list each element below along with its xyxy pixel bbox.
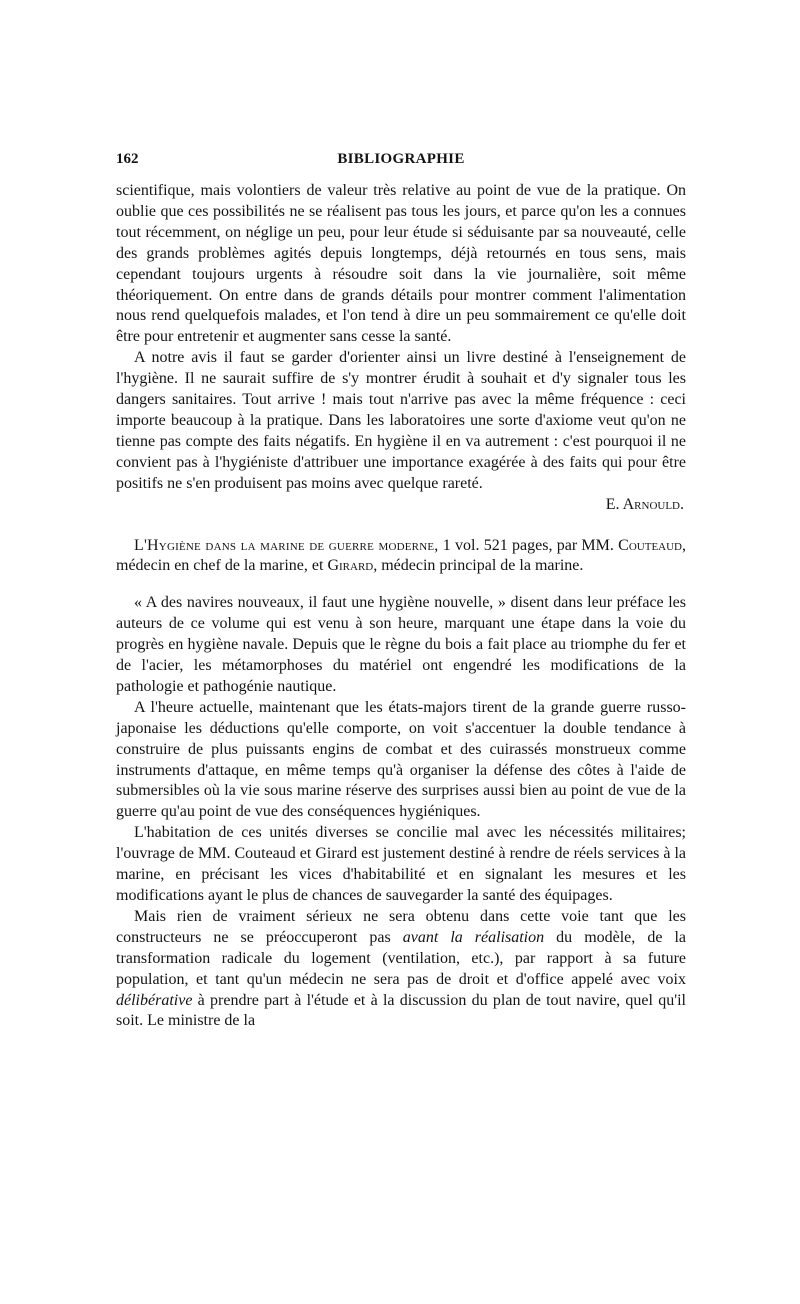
book-details-2: , médecin en chef de la marine, et <box>116 536 687 575</box>
page-number: 162 <box>116 151 139 167</box>
review1-paragraph-1: scientifique, mais volontiers de valeur très relative au point de vue de la pratique. On oublie que ces possibilités ne se réalisent pas tous les jours, et parce qu'on les a connues tout récemment, on néglige un peu, pour leur étude si séduisante par sa nouveauté, celle des grands problèmes agités depuis longtemps, déjà retournés en tous sens, mais cependant toujours urgents à résoudre soit dans la vie journalière, soit même théoriquement. On entre dans de grands détails pour montrer comment l'alimentation nous rend quelquefois malades, et l'on tend à dire un peu sommairement ce qu'elle doit être pour entretenir et augmenter sans cesse la santé. <box>116 182 686 346</box>
document-page <box>116 151 686 1032</box>
review2-paragraph-4-part-c: à prendre part à l'étude et à la discussion du plan de tout navire, quel qu'il soit. Le ministre de la <box>116 991 686 1030</box>
review2-paragraph-3: L'habitation de ces unités diverses se concilie mal avec les nécessités militaires; l'ouvrage de MM. Couteaud et Girard est justement destiné à rendre de réels services à la marine, en précisant les vices d'habitabilité et en signalant les mesures et les modifications ayant le plus de chances de sauvegarder la santé des équipages. <box>116 824 686 904</box>
author-girard: Girard <box>327 557 374 575</box>
review1-signature <box>116 495 686 516</box>
review2-paragraph-2: A l'heure actuelle, maintenant que les états-majors tirent de la grande guerre russo-japonaise les déductions qu'elle comporte, on voit s'accentuer la double tendance à construire de plus puissants engins de combat et des cuirassés monstrueux comme instruments d'attaque, en même temps qu'à organiser la défense des côtes à l'aide de submersibles où la vie sous marine réserve des surprises aussi bien au point de vue de la guerre qu'au point de vue des conséquences hygiéniques. <box>116 698 686 821</box>
book-details-1: 1 vol. 521 pages, par MM. <box>438 536 619 554</box>
book-details-3: , médecin principal de la marine. <box>373 557 584 575</box>
review2-paragraph-4-part-a: Mais rien de vraiment sérieux ne sera obtenu dans cette voie tant que les constructeurs ne se préoccuperont pas <box>116 907 686 946</box>
review2-paragraph-1: « A des navires nouveaux, il faut une hygiène nouvelle, » disent dans leur préface les auteurs de ce volume qui est venu à son heure, marquant une étape dans la voie du progrès en hygiène navale. Depuis que le règne du bois a fait place au triomphe du fer et de l'acier, les métamorphoses du matériel ont engendré les modifications de la pathologie et pathogénie nautique. <box>116 594 686 695</box>
review2-emphasis-1: avant la réalisation <box>402 928 545 946</box>
author-couteaud: Couteaud <box>618 536 683 554</box>
running-head: BIBLIOGRAPHIE <box>337 151 465 167</box>
review2-emphasis-2: délibérative <box>116 991 193 1009</box>
page-header <box>116 151 686 181</box>
book-title: L'Hygiène dans la marine de guerre moderne, <box>134 536 439 554</box>
review1-paragraph-2: A notre avis il faut se garder d'orienter ainsi un livre destiné à l'enseignement de l'hygiène. Il ne saurait suffire de s'y montrer érudit à souhait et d'y signaler tous les dangers sanitaires. Tout arrive ! mais tout n'arrive pas avec la même fréquence : ceci importe beaucoup à la pratique. Dans les laboratoires une sorte d'axiome veut qu'on ne tienne pas compte des faits négatifs. En hygiène il en va autrement : c'est pourquoi il ne convient pas à l'hygiéniste d'attribuer une importance exagérée à des faits qui pour être positifs ne s'en produisent pas moins avec quelque rareté. <box>116 349 686 492</box>
review2-paragraph-4 <box>116 907 686 1032</box>
review2-bibliographic-entry <box>116 536 686 578</box>
reviewer-name: E. Arnould. <box>605 495 684 513</box>
review2-paragraph-4-part-b: du modèle, de la transformation radicale du logement (ventilation, etc.), par rapport à sa future population, et tant qu'un médecin ne sera pas de droit et d'office appelé avec voix <box>116 928 686 988</box>
